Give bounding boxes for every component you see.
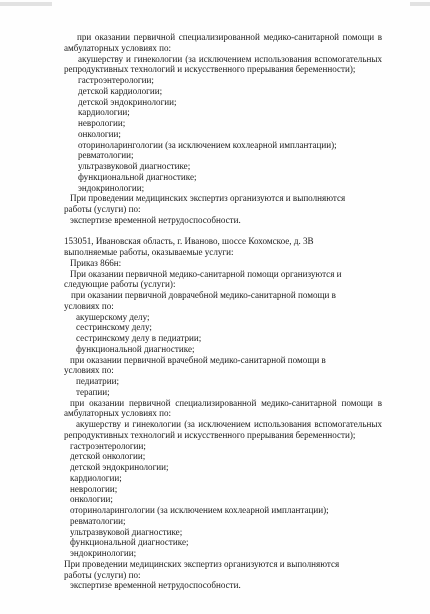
text-line: акушерскому делу; [76, 311, 150, 322]
text-line: детской кардиологии; [78, 85, 163, 96]
text-line: гастроэнтерологии; [78, 75, 154, 85]
text-line: экспертизе временной нетрудоспособности. [70, 580, 241, 591]
text-line: детской эндокринологии; [70, 462, 169, 472]
text-line: При проведении медицинских экспертиз организуются и выполняются [70, 193, 346, 204]
text-line: ультразвуковой диагностике; [70, 526, 183, 537]
text-line: работы (услуги) по: [64, 204, 141, 214]
text-line: сестринскому делу в педиатрии; [76, 333, 202, 343]
section-first-address-services [0, 32, 430, 226]
text-line: кардиологии; [70, 472, 122, 483]
text-line: функциональной диагностике; [70, 537, 189, 548]
text-line: функциональной диагностике; [78, 171, 197, 182]
text-line: детской онкологии; [70, 451, 146, 462]
section-spacer [0, 226, 430, 237]
text-line: репродуктивных технологий и искусственного прерывания беременности); [64, 429, 356, 440]
text-line: амбулаторных условиях по: [64, 408, 172, 419]
text-line: педиатрии; [76, 376, 119, 386]
text-line: эндокринологии; [70, 548, 137, 558]
text-line: экспертизе временной нетрудоспособности. [70, 214, 241, 225]
text-line: условиях по: [64, 300, 114, 311]
text-line: при оказании первичной врачебной медико-санитарной помощи в [70, 354, 326, 365]
text-line: выполняемые работы, оказываемые услуги: [64, 247, 234, 257]
text-line: при оказании первичной специализированной медико-санитарной помощи в [70, 397, 382, 408]
text-line: При проведении медицинских экспертиз организуются и выполняются [64, 558, 340, 569]
text-line: терапии; [76, 386, 110, 397]
text-line: амбулаторных условиях по: [64, 42, 172, 53]
text-line: при оказании первичной доврачебной медико-санитарной помощи в [71, 290, 336, 300]
text-line: акушерству и гинекологии (за исключением использования вспомогательных [78, 53, 382, 64]
document-body [0, 32, 430, 591]
scan-edge-mark [0, 2, 52, 6]
text-line: неврологии; [70, 483, 118, 494]
text-line: эндокринологии; [78, 182, 145, 193]
text-line: Приказ 866н: [70, 257, 122, 268]
address-line: 153051, Ивановская область, г. Иваново, шоссе Кохомское, д. 3В [64, 236, 314, 247]
text-line: детской эндокринологии; [78, 96, 177, 107]
text-line: онкологии; [70, 494, 113, 505]
text-line: условиях по: [64, 365, 114, 376]
text-line: ультразвуковой диагностике; [78, 161, 191, 171]
scan-edge-mark [410, 2, 430, 6]
text-line: оториноларингологии (за исключением кохлеарной имплантации); [70, 505, 329, 515]
text-line: репродуктивных технологий и искусственного прерывания беременности); [64, 64, 356, 75]
text-line: гастроэнтерологии; [70, 440, 146, 451]
section-second-address-services [0, 236, 430, 591]
text-line: акушерству и гинекологии (за исключением использования вспомогательных [76, 419, 382, 429]
text-line: следующие работы (услуги): [64, 279, 176, 290]
text-line: ревматологии; [70, 515, 126, 526]
text-line: онкологии; [78, 128, 121, 139]
text-line: работы (услуги) по: [64, 569, 141, 580]
text-line: неврологии; [78, 118, 126, 128]
text-line: сестринскому делу; [76, 322, 152, 333]
text-line: функциональной диагностике; [76, 343, 195, 354]
text-line: ревматологии; [78, 150, 134, 161]
text-line: кардиологии; [78, 107, 130, 118]
text-line: при оказании первичной специализированной медико-санитарной помощи в [77, 32, 382, 42]
text-line: оториноларингологии (за исключением кохлеарной имплантации); [78, 139, 337, 150]
text-line: При оказании первичной медико-санитарной помощи организуются и [70, 268, 342, 279]
